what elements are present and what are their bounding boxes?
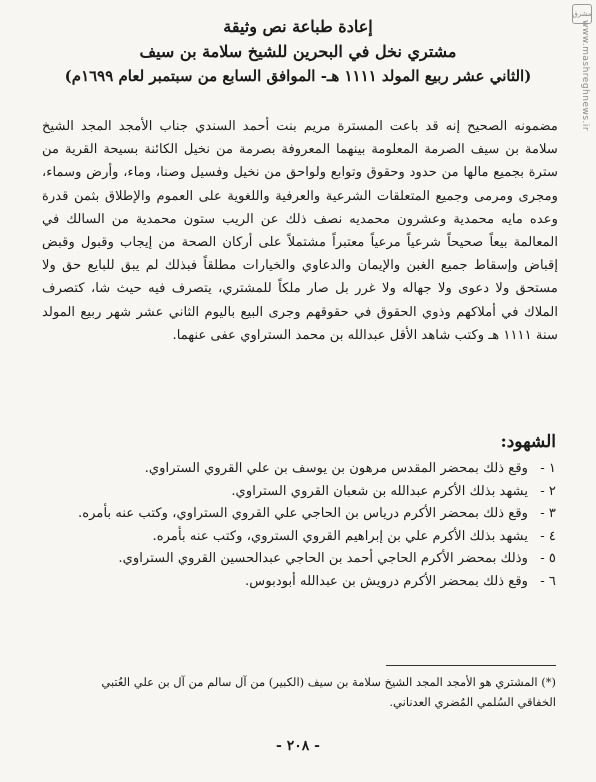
witness-item: [42, 458, 556, 481]
witness-text: يشهد بذلك الأكرم علي بن إبراهيم القروي الستروي، وكتب عنه بأمره.: [152, 528, 528, 544]
witness-number: ٦ -: [540, 573, 556, 589]
witness-item: [42, 548, 556, 571]
watermark-logo: مشرق: [572, 4, 592, 24]
body-paragraph: مضمونه الصحيح إنه قد باعت المسترة مريم بنت أحمد السندي جناب الأمجد المجد الشيخ سلامة بن سيف الصرمة المعلومة بينهما المعروفة بصرمة من نخيل الكائنة بسيحة القرية من سترة بجميع مالها من حدود وحقوق وتوابع ولواحق من نخيل وفسيل وصنا، وماء، وأرض وسماء، ومجرى ومرمى وجميع المتعلقات الشرعية والعرفية واللغوية على العموم والإطلاق بثمن قدرة وعده مايه محمدية وعشرون محمديه نصف ذلك عن الريب ستون محمدية من السالك في المعالمة بيعاً صحيحاً شرعياً مرعياً معتبراً مشتملاً على أركان الصحة من إيجاب وقبول وقبض إقباض وإسقاط جميع الغبن والإيمان والدعاوي والخيارات مطلقاً فبذلك لم يبق للبايع حق ولا مستحق ولا دعوى ولا جهاله ولا غرر بل صار ملكاً للمشتري، يتصرف فيه حيث شا، كتصرف الملاك في أملاكهم وذوي الحقوق في حقوقهم وجرى البيع باليوم الثاني عشر شهر ربيع المولد سنة ١١١١ هـ وكتب شاهد الأقل عبدالله بن محمد الستراوي عفى عنهما.: [42, 119, 558, 343]
document-body: [42, 115, 558, 347]
witness-item: [42, 526, 556, 549]
witnesses-list: [42, 458, 556, 594]
witness-number: ١ -: [540, 461, 556, 476]
document-subtitle: مشتري نخل في البحرين للشيخ سلامة بن سيف: [139, 42, 457, 61]
witness-text: وقع ذلك بمحضر الأكرم درويش بن عبدالله أبودبوس.: [245, 573, 528, 589]
witness-text: وقع ذلك بمحضر الأكرم درياس بن الحاجي علي القروي الستراوي، وكتب عنه بأمره.: [78, 506, 528, 522]
footnote: (*) المشتري هو الأمجد المجد الشيخ سلامة بن سيف (الكبير) من آل سالم من آل بن علي العُتبي الخفاقي السُلمي المُضري العدناني.: [101, 675, 556, 709]
witness-number: ٤ -: [540, 528, 556, 544]
watermark-text: www.mashreghnews.ir: [580, 20, 590, 132]
page-number: - ٢٠٨ -: [276, 738, 320, 754]
witness-text: وقع ذلك بمحضر المقدس مرهون بن يوسف بن علي القروي الستراوي.: [144, 461, 528, 476]
footnote-divider: [386, 665, 556, 666]
witness-number: ٢ -: [540, 483, 556, 499]
witness-number: ٣ -: [540, 506, 556, 522]
witness-number: ٥ -: [540, 551, 556, 567]
witness-item: [42, 571, 556, 594]
witnesses-heading: الشهود:: [500, 432, 556, 452]
witness-text: يشهد بذلك الأكرم عبدالله بن شعبان القروي الستراوي.: [231, 483, 528, 499]
witness-text: وذلك بمحضر الأكرم الحاجي أحمد بن الحاجي عبدالحسين القروي الستراوي.: [118, 551, 528, 567]
document-title: إعادة طباعة نص وثيقة: [223, 17, 373, 36]
document-date-line: (الثاني عشر ربيع المولد ١١١١ هـ- الموافق السابع من سبتمبر لعام ١٦٩٩م): [64, 67, 532, 85]
witness-item: [42, 503, 556, 526]
witness-item: [42, 481, 556, 504]
